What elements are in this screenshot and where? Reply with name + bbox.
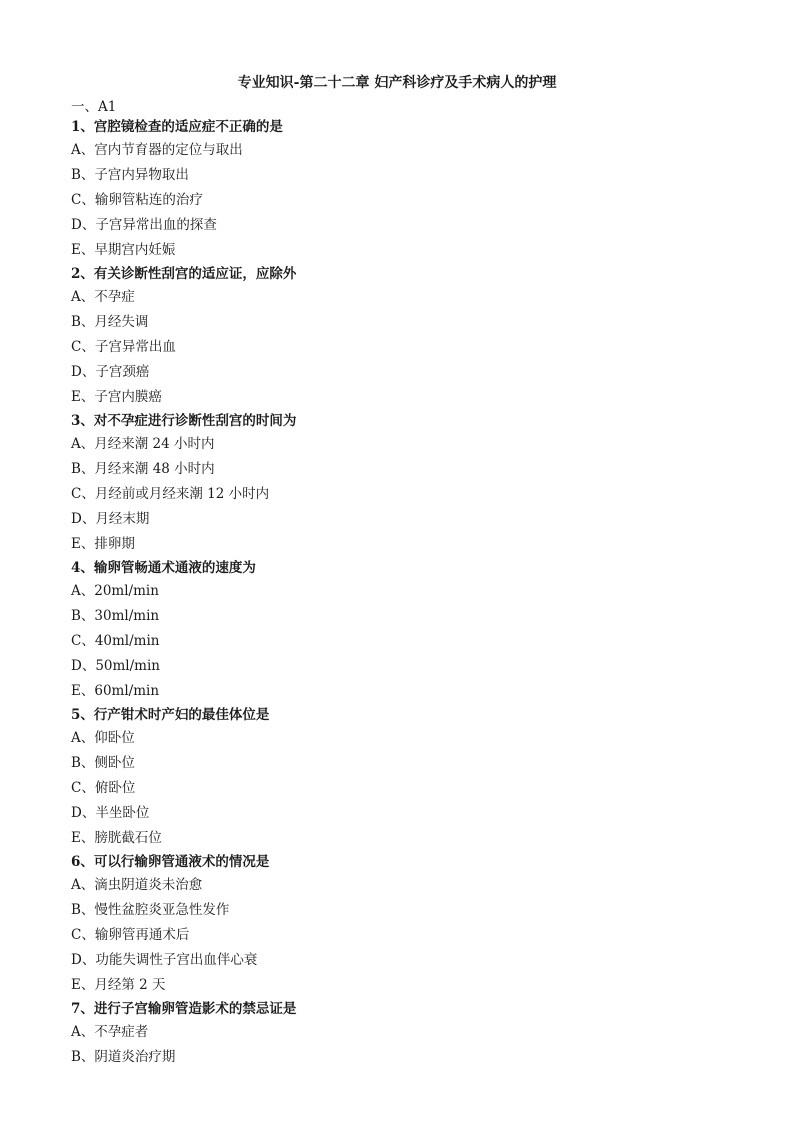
question-block — [71, 998, 751, 1070]
question-list — [71, 116, 751, 1070]
answer-option: E、排卵期 — [71, 536, 135, 552]
answer-option: A、宫内节育器的定位与取出 — [71, 142, 243, 158]
question-block — [71, 116, 751, 263]
answer-option: A、不孕症 — [71, 289, 135, 305]
answer-option: D、子宫颈癌 — [71, 364, 150, 380]
answer-option: C、子宫异常出血 — [71, 339, 176, 355]
question-stem: 2、有关诊断性刮宫的适应证，应除外 — [71, 266, 297, 282]
answer-option: A、不孕症者 — [71, 1024, 149, 1040]
answer-option: A、月经来潮 24 小时内 — [71, 436, 215, 452]
question-block — [71, 557, 751, 704]
answer-option: B、慢性盆腔炎亚急性发作 — [71, 902, 230, 918]
answer-option: D、50ml/min — [71, 658, 160, 674]
answer-option: C、俯卧位 — [71, 780, 136, 796]
answer-option: E、膀胱截石位 — [71, 830, 162, 846]
answer-option: C、40ml/min — [71, 633, 160, 649]
answer-option: E、早期宫内妊娠 — [71, 242, 176, 258]
answer-option: E、子宫内膜癌 — [71, 389, 162, 405]
answer-option: D、半坐卧位 — [71, 805, 150, 821]
answer-option: D、子宫异常出血的探查 — [71, 217, 217, 233]
answer-option: E、月经第 2 天 — [71, 977, 166, 993]
question-block — [71, 410, 751, 557]
answer-option: A、仰卧位 — [71, 730, 135, 746]
question-block — [71, 263, 751, 410]
answer-option: D、功能失调性子宫出血伴心衰 — [71, 952, 258, 968]
answer-option: A、20ml/min — [71, 583, 159, 599]
answer-option: C、月经前或月经来潮 12 小时内 — [71, 486, 270, 502]
answer-option: E、60ml/min — [71, 683, 160, 699]
answer-option: B、侧卧位 — [71, 755, 135, 771]
question-stem: 7、进行子宫输卵管造影术的禁忌证是 — [71, 1001, 297, 1017]
answer-option: D、月经末期 — [71, 511, 150, 527]
answer-option: B、30ml/min — [71, 608, 160, 624]
question-stem: 6、可以行输卵管通液术的情况是 — [71, 854, 270, 870]
section-heading: 一、A1 — [71, 99, 117, 115]
question-stem: 1、宫腔镜检查的适应症不正确的是 — [71, 119, 283, 135]
answer-option: B、月经来潮 48 小时内 — [71, 461, 215, 477]
question-block — [71, 704, 751, 851]
answer-option: A、滴虫阴道炎未治愈 — [71, 877, 203, 893]
answer-option: B、月经失调 — [71, 314, 149, 330]
answer-option: B、阴道炎治疗期 — [71, 1049, 176, 1065]
answer-option: B、子宫内异物取出 — [71, 167, 189, 183]
question-block — [71, 851, 751, 998]
question-stem: 4、输卵管畅通术通液的速度为 — [71, 560, 256, 576]
question-stem: 3、对不孕症进行诊断性刮宫的时间为 — [71, 413, 297, 429]
answer-option: C、输卵管再通术后 — [71, 927, 190, 943]
document-title: 专业知识-第二十二章 妇产科诊疗及手术病人的护理 — [237, 75, 557, 91]
question-stem: 5、行产钳术时产妇的最佳体位是 — [71, 707, 270, 723]
answer-option: C、输卵管粘连的治疗 — [71, 192, 203, 208]
